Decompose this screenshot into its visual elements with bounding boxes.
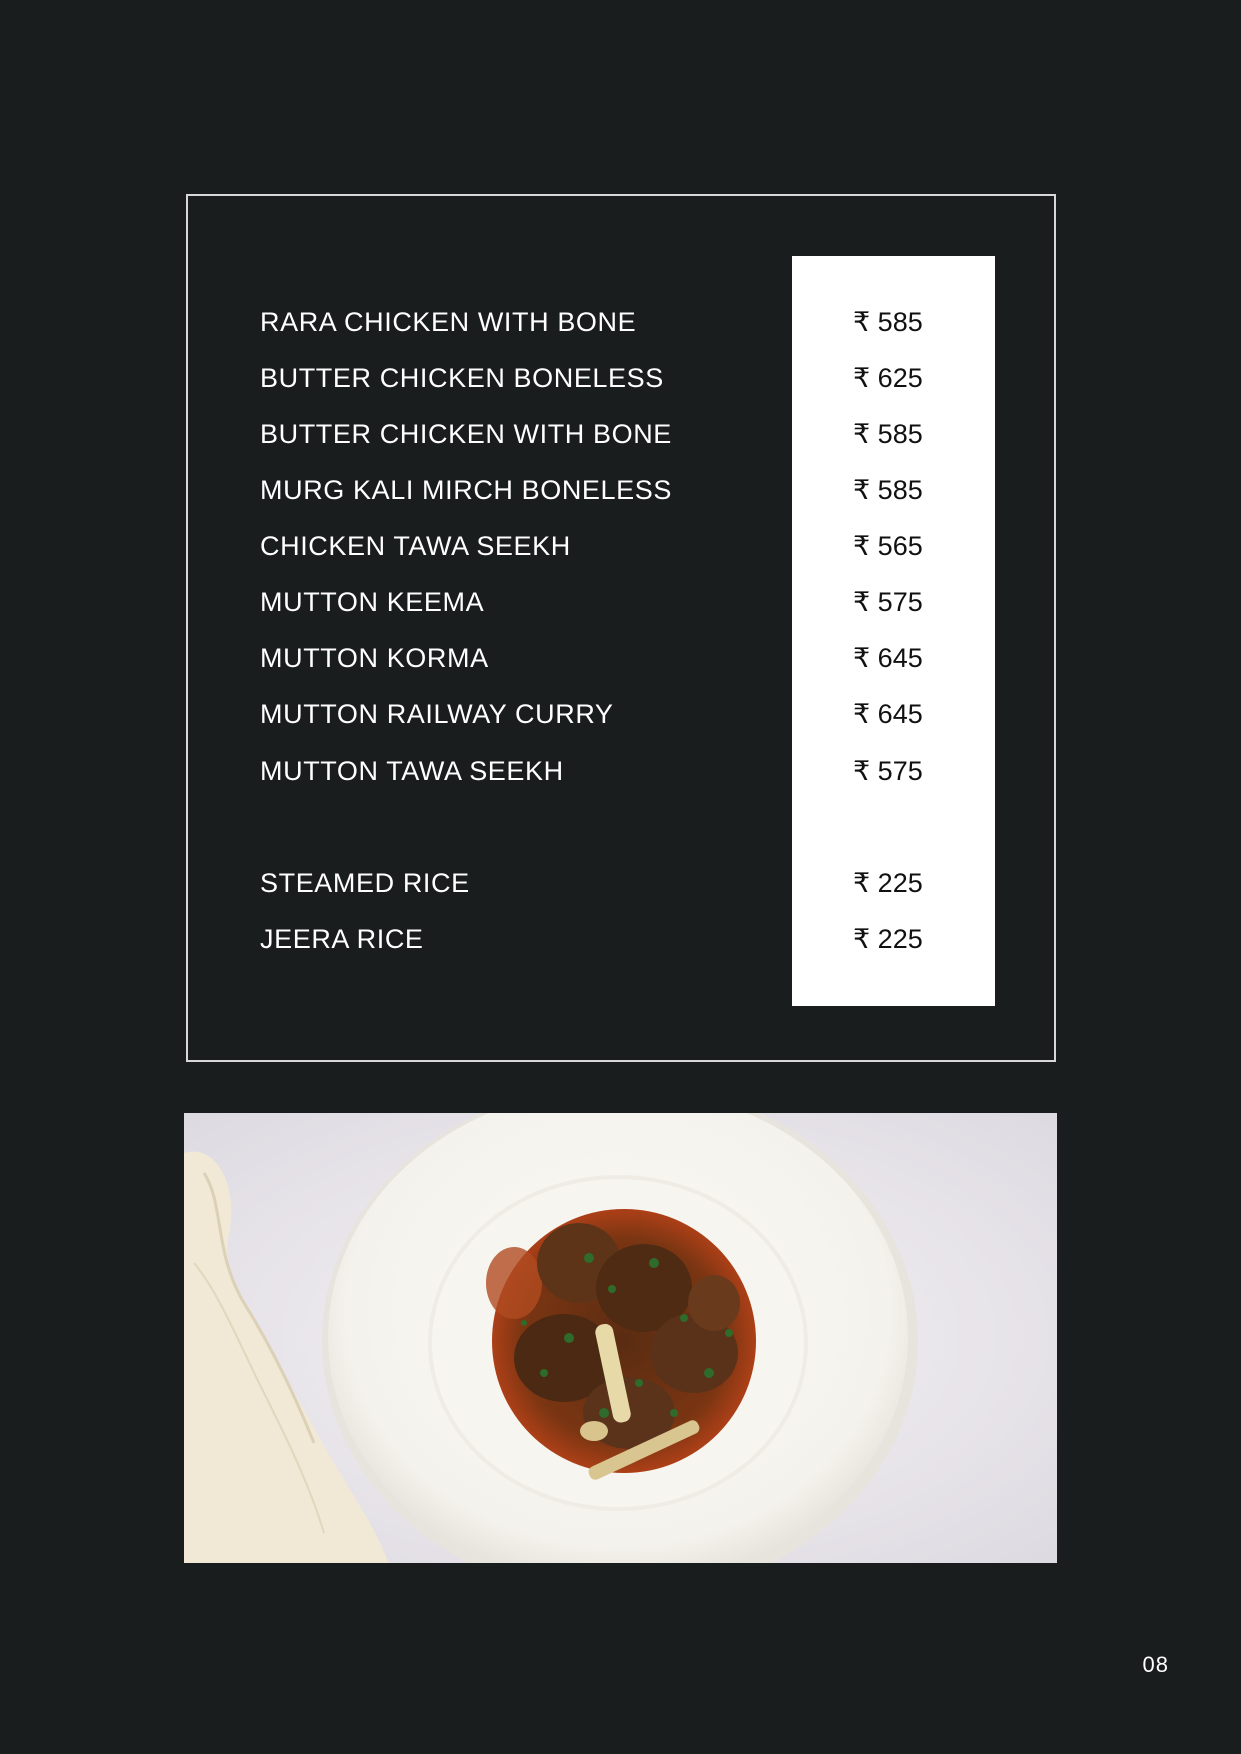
menu-item xyxy=(0,470,1241,510)
menu-item-name: MUTTON KORMA xyxy=(260,643,489,673)
menu-item-price: ₹ 585 xyxy=(853,419,923,449)
menu-item xyxy=(0,638,1241,678)
menu-item-name: MUTTON TAWA SEEKH xyxy=(260,756,564,786)
page-number: 08 xyxy=(1142,1652,1169,1677)
menu-item-price: ₹ 585 xyxy=(853,307,923,337)
menu-item-name: MUTTON KEEMA xyxy=(260,587,485,617)
menu-item xyxy=(0,582,1241,622)
menu-item-price: ₹ 575 xyxy=(853,756,923,786)
menu-item-price: ₹ 645 xyxy=(853,699,923,729)
menu-item xyxy=(0,302,1241,342)
menu-item xyxy=(0,863,1241,903)
menu-item xyxy=(0,358,1241,398)
menu-item-name: BUTTER CHICKEN WITH BONE xyxy=(260,419,672,449)
menu-item xyxy=(0,919,1241,959)
menu-item-name: STEAMED RICE xyxy=(260,868,470,898)
menu-item xyxy=(0,526,1241,566)
menu-item-price: ₹ 625 xyxy=(853,363,923,393)
menu-item-name: BUTTER CHICKEN BONELESS xyxy=(260,363,664,393)
menu-item-price: ₹ 565 xyxy=(853,531,923,561)
menu-item xyxy=(0,694,1241,734)
menu-item-name: JEERA RICE xyxy=(260,924,424,954)
menu-item-name: MURG KALI MIRCH BONELESS xyxy=(260,475,672,505)
menu-item xyxy=(0,751,1241,791)
menu-item-price: ₹ 225 xyxy=(853,868,923,898)
menu-item xyxy=(0,414,1241,454)
mutton-curry-photo xyxy=(184,1113,1057,1563)
menu-item-price: ₹ 575 xyxy=(853,587,923,617)
menu-item-name: MUTTON RAILWAY CURRY xyxy=(260,699,614,729)
menu-item-name: CHICKEN TAWA SEEKH xyxy=(260,531,571,561)
menu-item-price: ₹ 645 xyxy=(853,643,923,673)
menu-item-price: ₹ 585 xyxy=(853,475,923,505)
menu-item-price: ₹ 225 xyxy=(853,924,923,954)
menu-item-name: RARA CHICKEN WITH BONE xyxy=(260,307,637,337)
